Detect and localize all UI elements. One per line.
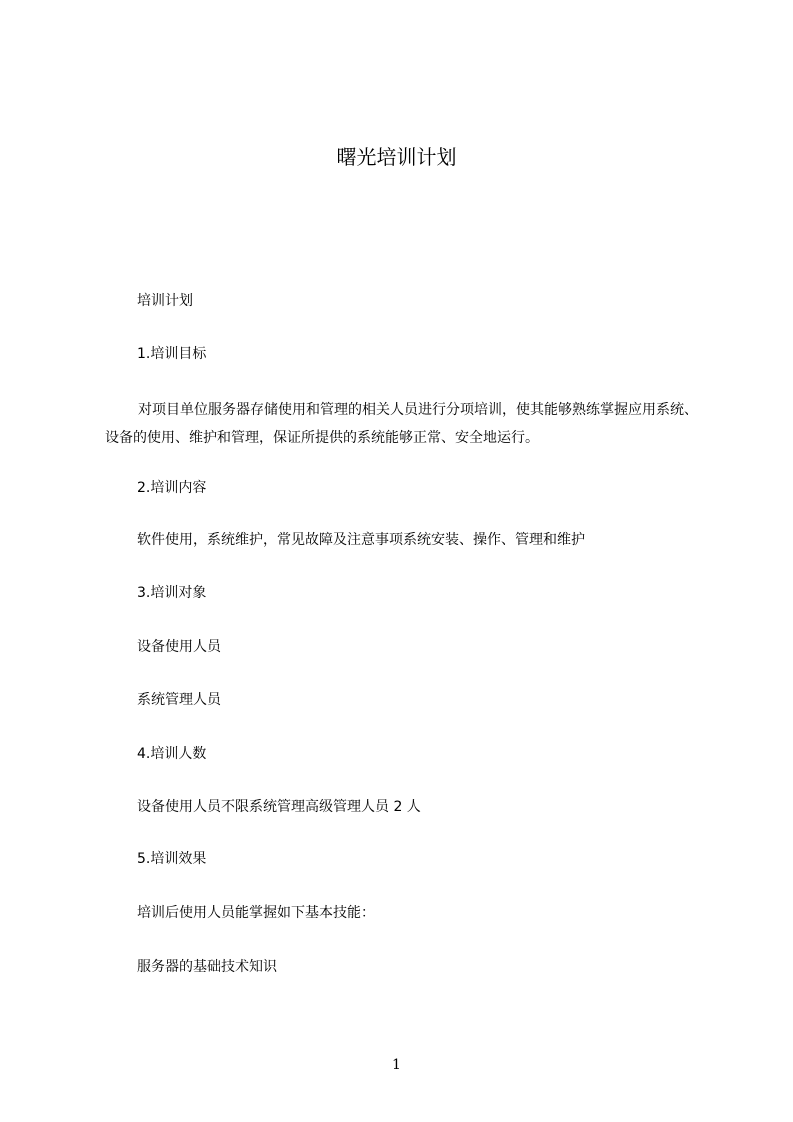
heading-training-content: 2.培训内容 <box>137 480 207 496</box>
paragraph-training-goal: 对项目单位服务器存储使用和管理的相关人员进行分项培训，使其能够熟练掌握应用系统、设备的使用、维护和管理，保证所提供的系统能够正常、安全地运行。 <box>105 402 698 446</box>
heading-training-headcount: 4.培训人数 <box>137 746 207 762</box>
heading-training-effect: 5.培训效果 <box>137 851 207 867</box>
text-training-content: 软件使用，系统维护，常见故障及注意事项系统安装、操作、管理和维护 <box>137 532 585 548</box>
document-title: 曙光培训计划 <box>336 145 457 169</box>
page-number: 1 <box>392 1057 401 1073</box>
text-training-headcount: 设备使用人员不限系统管理高级管理人员 2 人 <box>137 799 421 815</box>
text-target-equipment-users: 设备使用人员 <box>137 639 221 655</box>
heading-training-target: 3.培训对象 <box>137 585 207 601</box>
text-training-effect: 培训后使用人员能掌握如下基本技能： <box>137 905 375 921</box>
heading-training-goal: 1.培训目标 <box>137 346 207 362</box>
text-target-system-admins: 系统管理人员 <box>137 692 221 708</box>
text-server-basics: 服务器的基础技术知识 <box>137 959 277 975</box>
heading-training-plan: 培训计划 <box>137 293 193 309</box>
